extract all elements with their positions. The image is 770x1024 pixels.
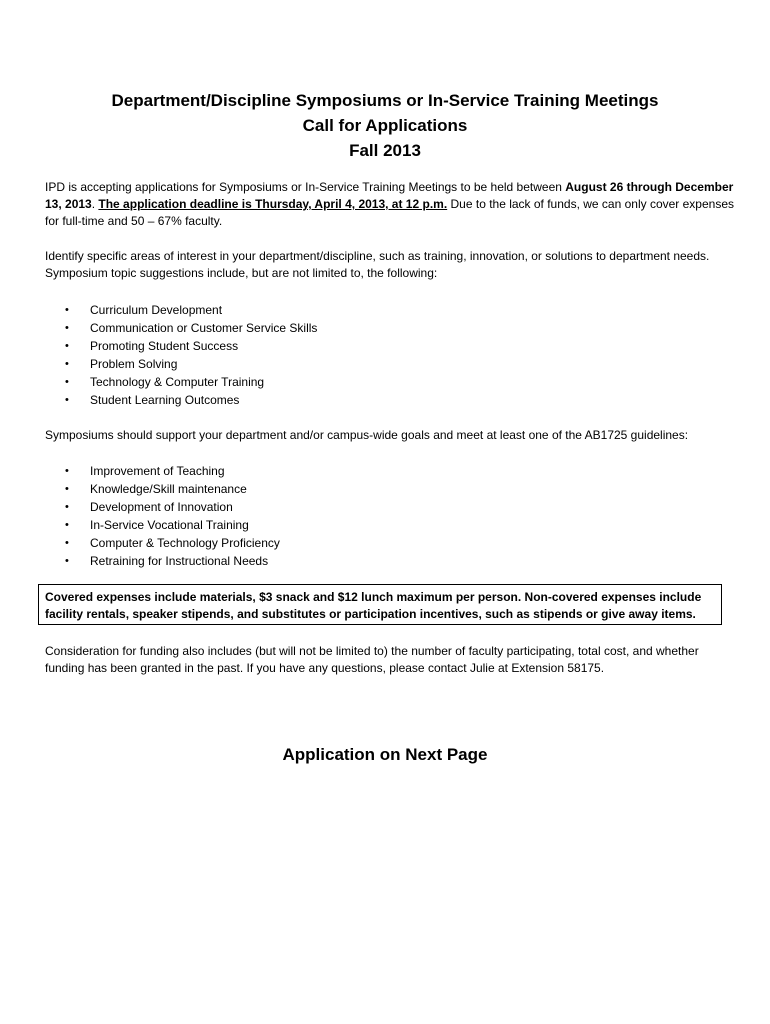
- topic-label: Communication or Customer Service Skills: [90, 321, 318, 335]
- bullet-icon: •: [65, 358, 69, 370]
- topic-label: Promoting Student Success: [90, 339, 239, 353]
- bullet-icon: •: [65, 483, 69, 495]
- bullet-icon: •: [65, 304, 69, 316]
- list-item: [45, 319, 735, 337]
- bullet-icon: •: [65, 394, 69, 406]
- list-item: [45, 516, 735, 534]
- topic-label: Student Learning Outcomes: [90, 393, 240, 407]
- guideline-label: Computer & Technology Proficiency: [90, 536, 280, 550]
- identify-paragraph: Identify specific areas of interest in your department/discipline, such as training, innovation, or solutions to department needs. Symposium topic suggestions include, but are not limited to, the following:: [45, 249, 710, 280]
- covered-expenses-box: Covered expenses include materials, $3 snack and $12 lunch maximum per person. Non-covered expenses include facility rentals, speaker stipends, and substitutes or participation incentives, such as stipends or give away items.: [38, 584, 722, 625]
- list-item: [45, 337, 735, 355]
- list-item: [45, 462, 735, 480]
- bullet-icon: •: [65, 555, 69, 567]
- list-item: [45, 498, 735, 516]
- bullet-icon: •: [65, 537, 69, 549]
- guideline-label: In-Service Vocational Training: [90, 518, 249, 532]
- topic-label: Technology & Computer Training: [90, 375, 265, 389]
- title-line-2: Call for Applications: [302, 116, 468, 135]
- intro-paragraph: [45, 179, 735, 230]
- bullet-icon: •: [65, 340, 69, 352]
- list-item: [45, 534, 735, 552]
- bullet-icon: •: [65, 376, 69, 388]
- bullet-icon: •: [65, 465, 69, 477]
- list-item: [45, 355, 735, 373]
- guideline-label: Knowledge/Skill maintenance: [90, 482, 247, 496]
- document-title: [0, 88, 770, 163]
- bullet-icon: •: [65, 322, 69, 334]
- support-paragraph: Symposiums should support your department and/or campus-wide goals and meet at least one of the AB1725 guidelines:: [45, 428, 689, 442]
- topic-label: Curriculum Development: [90, 303, 223, 317]
- list-item: [45, 552, 735, 570]
- intro-text-2: .: [91, 197, 99, 211]
- intro-text-1: IPD is accepting applications for Symposiums or In-Service Training Meetings to be held between: [45, 180, 566, 194]
- list-item: [45, 301, 735, 319]
- topic-label: Problem Solving: [90, 357, 178, 371]
- consideration-paragraph: Consideration for funding also includes (but will not be limited to) the number of faculty participating, total cost, and whether funding has been granted in the past. If you have any questions, please contact Julie at Extension 58175.: [45, 644, 699, 675]
- intro-deadline: The application deadline is Thursday, April 4, 2013, at 12 p.m.: [98, 197, 448, 211]
- guideline-label: Improvement of Teaching: [90, 464, 225, 478]
- title-line-3: Fall 2013: [349, 141, 421, 160]
- list-item: [45, 480, 735, 498]
- topic-list: [45, 301, 735, 409]
- title-line-1: Department/Discipline Symposiums or In-Service Training Meetings: [111, 91, 659, 110]
- list-item: [45, 391, 735, 409]
- bullet-icon: •: [65, 501, 69, 513]
- list-item: [45, 373, 735, 391]
- bullet-icon: •: [65, 519, 69, 531]
- guideline-label: Development of Innovation: [90, 500, 233, 514]
- guideline-label: Retraining for Instructional Needs: [90, 554, 269, 568]
- next-page-heading: Application on Next Page: [282, 745, 488, 764]
- guideline-list: [45, 462, 735, 570]
- intro-text-3: Due to the lack of funds, we can only cover expenses for full-time and 50 – 67% faculty.: [45, 197, 734, 228]
- intro-dates: August 26 through December 13, 2013: [45, 180, 734, 211]
